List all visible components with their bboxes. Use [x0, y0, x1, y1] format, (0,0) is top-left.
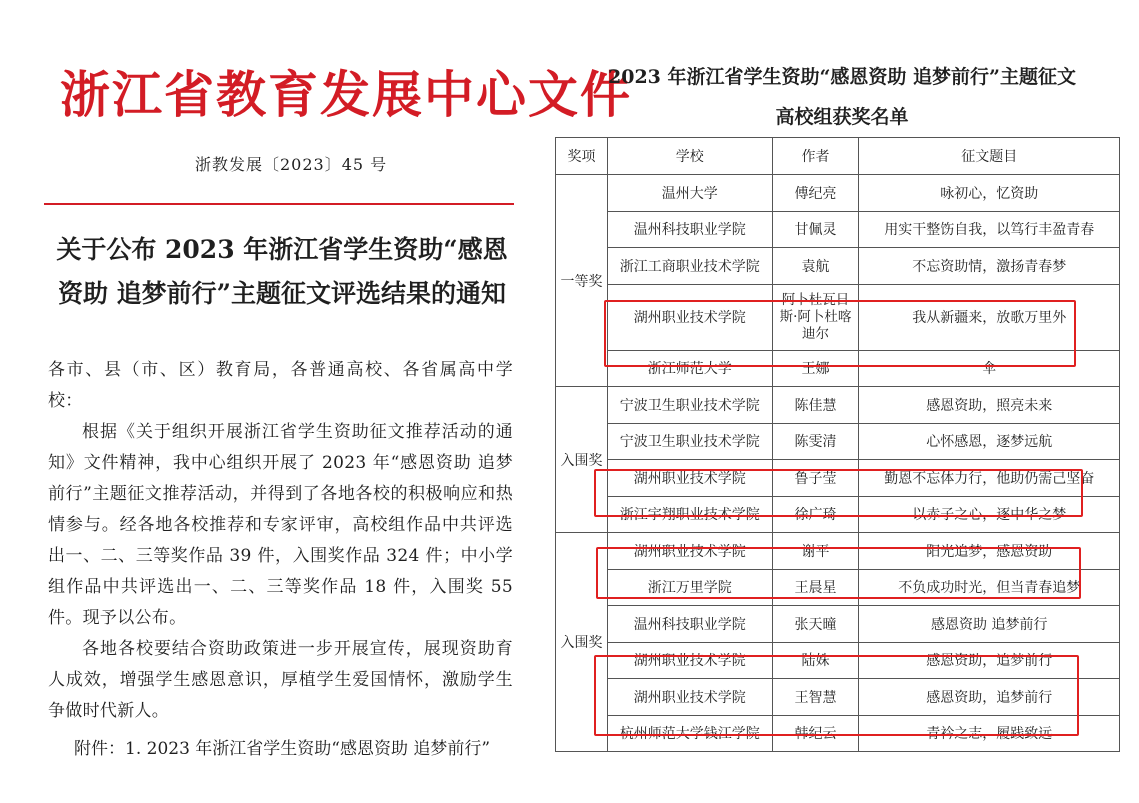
essay-cell: 勤恩不忘体力行，他助仍需己坚奋 [859, 460, 1120, 497]
table-row [556, 211, 1120, 248]
author-cell: 陆姝 [772, 642, 859, 679]
essay-cell: 感恩资助，照亮未来 [859, 387, 1120, 424]
table-header-row [556, 138, 1120, 175]
table-row [556, 569, 1120, 606]
header-school: 学校 [607, 138, 772, 175]
table-row [556, 715, 1120, 752]
table-row [556, 284, 1120, 350]
header-essay: 征文题目 [859, 138, 1120, 175]
header-author: 作者 [772, 138, 859, 175]
essay-cell: 不忘资助情，激扬青春梦 [859, 248, 1120, 285]
author-cell: 张天曈 [772, 606, 859, 643]
author-cell: 袁航 [772, 248, 859, 285]
table-row [556, 423, 1120, 460]
school-cell: 湖州职业技术学院 [607, 642, 772, 679]
essay-cell: 以赤子之心，逐中华之梦 [859, 496, 1120, 533]
school-cell: 宁波卫生职业技术学院 [607, 423, 772, 460]
school-cell: 温州科技职业学院 [607, 211, 772, 248]
notice-body [48, 355, 513, 727]
table-row [556, 606, 1120, 643]
paragraph-1: 根据《关于组织开展浙江省学生资助征文推荐活动的通知》文件精神，我中心组织开展了 2023 年“感恩资助 追梦前行”主题征文推荐活动，并得到了各地各校的积极响应和热情参与。经各地各校推荐和专家评审，高校组作品中共评选出一、二、三等奖作品 39 件，入围奖作品 324 件；中小学组作品中共评选出一、二、三等奖作品 18 件，入围奖 55 件。现予以公布。 [48, 422, 513, 628]
red-divider [44, 203, 514, 205]
award-list-page [545, 0, 1139, 803]
author-cell: 甘佩灵 [772, 211, 859, 248]
document-number: 浙教发展〔2023〕45 号 [195, 155, 388, 174]
school-cell: 湖州职业技术学院 [607, 460, 772, 497]
school-cell: 浙江宇翔职业技术学院 [607, 496, 772, 533]
attachment-line: 附件：1. 2023 年浙江省学生资助“感恩资助 追梦前行” [74, 739, 491, 759]
award-list-title: 2023 年浙江省学生资助“感恩资助 追梦前行”主题征文 [608, 66, 1076, 88]
school-cell: 浙江万里学院 [607, 569, 772, 606]
table-row [556, 496, 1120, 533]
header-award: 奖项 [556, 138, 608, 175]
award-list-subtitle: 高校组获奖名单 [775, 106, 909, 128]
essay-cell: 感恩资助 追梦前行 [859, 606, 1120, 643]
award-group-first: 一等奖 [556, 175, 608, 387]
table-row [556, 533, 1120, 570]
document-header: 浙江省教育发展中心文件 [60, 65, 632, 124]
table-row [556, 350, 1120, 387]
school-cell: 宁波卫生职业技术学院 [607, 387, 772, 424]
author-cell: 王娜 [772, 350, 859, 387]
table-row [556, 642, 1120, 679]
essay-cell: 感恩资助，追梦前行 [859, 679, 1120, 716]
school-cell: 浙江师范大学 [607, 350, 772, 387]
essay-cell: 用实干整饬自我，以笃行丰盈青春 [859, 211, 1120, 248]
author-cell: 韩纪云 [772, 715, 859, 752]
notice-title: 关于公布 2023 年浙江省学生资助“感恩资助 追梦前行”主题征文评选结果的通知 [56, 235, 508, 308]
paragraph-2: 各地各校要结合资助政策进一步开展宣传，展现资助育人成效，增强学生感恩意识，厚植学生爱国情怀，激励学生争做时代新人。 [48, 639, 513, 721]
school-cell: 浙江工商职业技术学院 [607, 248, 772, 285]
author-cell: 谢平 [772, 533, 859, 570]
author-cell: 徐广琦 [772, 496, 859, 533]
author-cell: 阿卜杜瓦日斯·阿卜杜喀迪尔 [772, 284, 859, 350]
essay-cell: 心怀感恩，逐梦远航 [859, 423, 1120, 460]
school-cell: 温州科技职业学院 [607, 606, 772, 643]
school-cell: 湖州职业技术学院 [607, 533, 772, 570]
school-cell: 湖州职业技术学院 [607, 284, 772, 350]
author-cell: 王晨星 [772, 569, 859, 606]
award-group-finalist: 入围奖 [556, 387, 608, 533]
essay-cell: 我从新疆来，放歌万里外 [859, 284, 1120, 350]
award-table [555, 137, 1120, 752]
salutation: 各市、县（市、区）教育局，各普通高校、各省属高中学校： [48, 360, 513, 411]
table-row [556, 679, 1120, 716]
essay-cell: 伞 [859, 350, 1120, 387]
author-cell: 鲁子莹 [772, 460, 859, 497]
author-cell: 陈佳慧 [772, 387, 859, 424]
essay-cell: 青衿之志，履践致远 [859, 715, 1120, 752]
author-cell: 陈雯清 [772, 423, 859, 460]
author-cell: 傅纪亮 [772, 175, 859, 212]
award-group-finalist: 入围奖 [556, 533, 608, 752]
school-cell: 温州大学 [607, 175, 772, 212]
essay-cell: 咏初心，忆资助 [859, 175, 1120, 212]
table-row [556, 460, 1120, 497]
table-row [556, 175, 1120, 212]
school-cell: 湖州职业技术学院 [607, 679, 772, 716]
essay-cell: 阳光追梦，感恩资助 [859, 533, 1120, 570]
table-row [556, 387, 1120, 424]
author-cell: 王智慧 [772, 679, 859, 716]
essay-cell: 感恩资助，追梦前行 [859, 642, 1120, 679]
table-row [556, 248, 1120, 285]
essay-cell: 不负成功时光，但当青春追梦 [859, 569, 1120, 606]
school-cell: 杭州师范大学钱江学院 [607, 715, 772, 752]
